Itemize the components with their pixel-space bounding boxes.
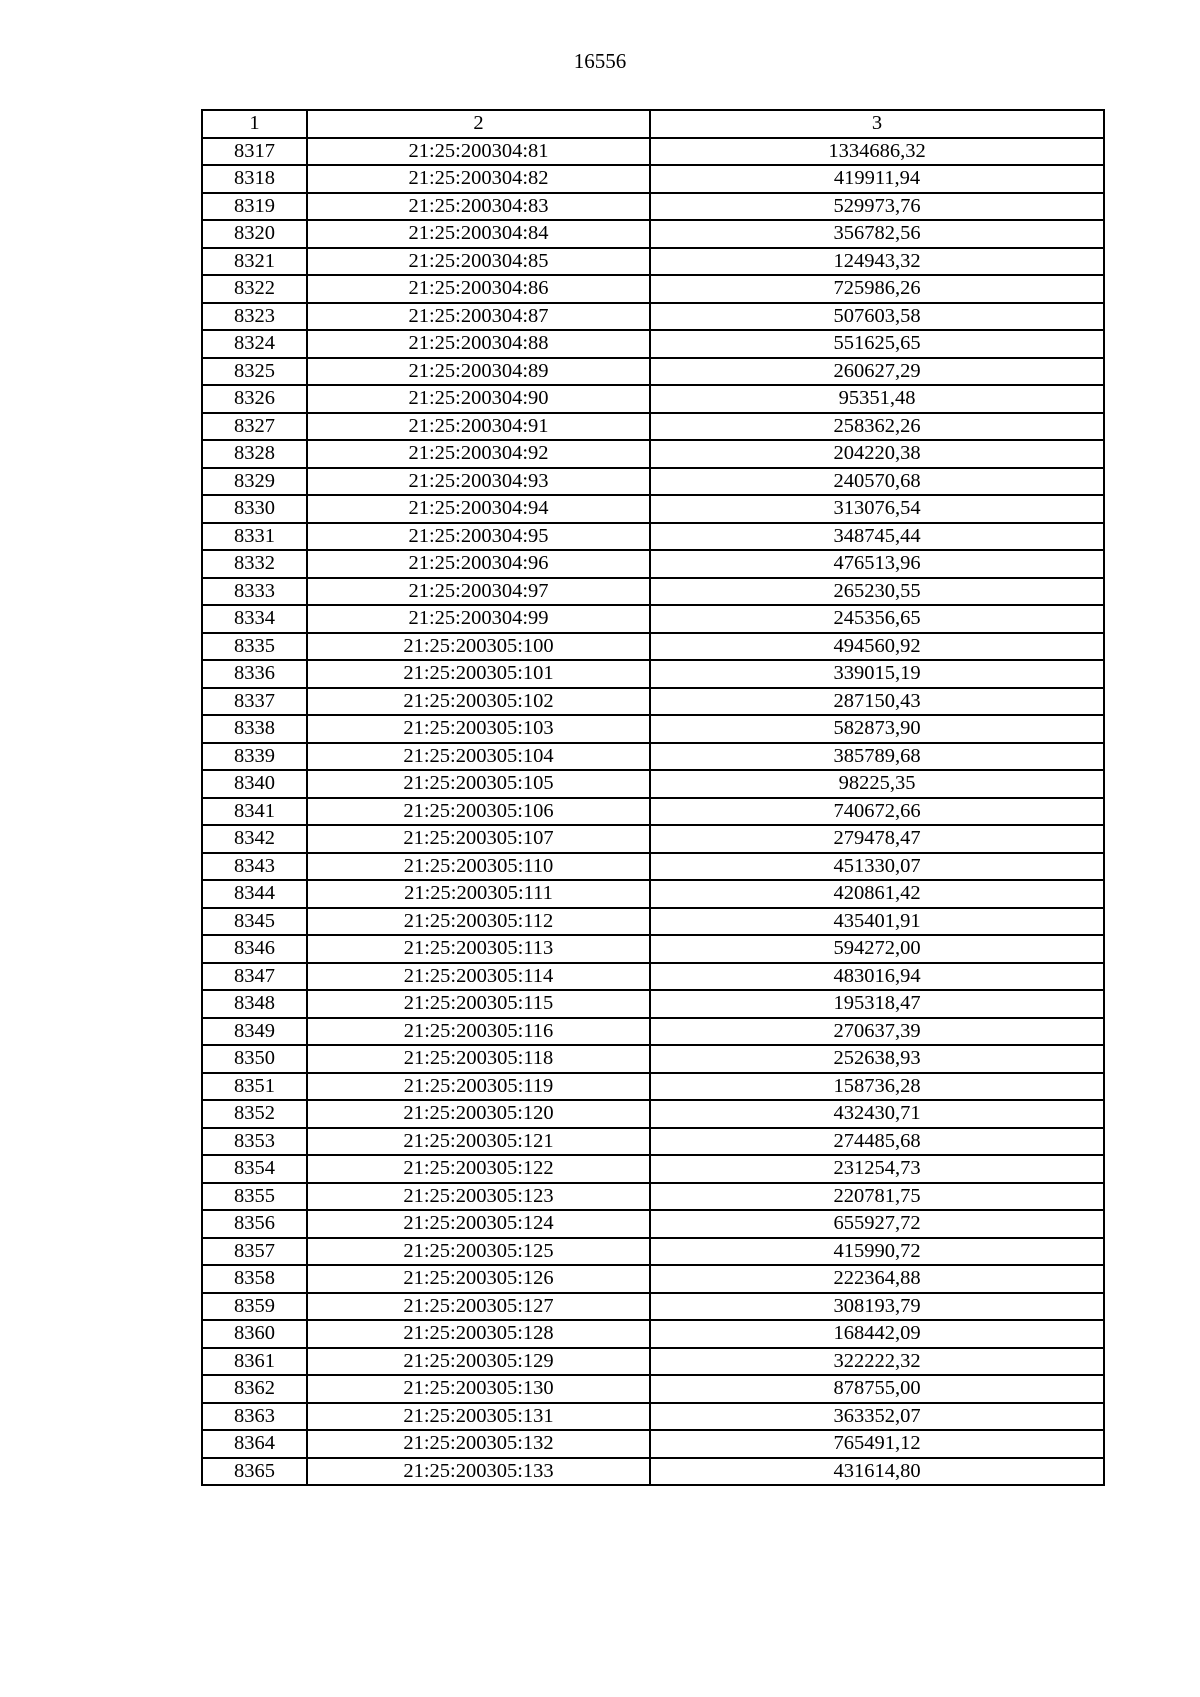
value-cell: 483016,94 (650, 963, 1104, 991)
table-row (202, 138, 1104, 166)
cadastral-number-cell: 21:25:200304:97 (307, 578, 650, 606)
value-cell: 195318,47 (650, 990, 1104, 1018)
value-cell: 420861,42 (650, 880, 1104, 908)
row-number-cell: 8345 (202, 908, 307, 936)
cadastral-number-cell: 21:25:200304:86 (307, 275, 650, 303)
cadastral-number-cell: 21:25:200305:119 (307, 1073, 650, 1101)
cadastral-number-cell: 21:25:200305:106 (307, 798, 650, 826)
row-number-cell: 8324 (202, 330, 307, 358)
row-number-cell: 8354 (202, 1155, 307, 1183)
cadastral-number-cell: 21:25:200305:123 (307, 1183, 650, 1211)
cadastral-number-cell: 21:25:200305:120 (307, 1100, 650, 1128)
cadastral-number-cell: 21:25:200305:128 (307, 1320, 650, 1348)
cadastral-number-cell: 21:25:200304:96 (307, 550, 650, 578)
row-number-cell: 8351 (202, 1073, 307, 1101)
cadastral-number-cell: 21:25:200305:107 (307, 825, 650, 853)
cadastral-number-cell: 21:25:200305:104 (307, 743, 650, 771)
cadastral-number-cell: 21:25:200305:127 (307, 1293, 650, 1321)
value-cell: 279478,47 (650, 825, 1104, 853)
table-row (202, 908, 1104, 936)
cadastral-number-cell: 21:25:200305:122 (307, 1155, 650, 1183)
cadastral-number-cell: 21:25:200305:126 (307, 1265, 650, 1293)
value-cell: 507603,58 (650, 303, 1104, 331)
table-row (202, 633, 1104, 661)
row-number-cell: 8319 (202, 193, 307, 221)
row-number-cell: 8330 (202, 495, 307, 523)
row-number-cell: 8318 (202, 165, 307, 193)
cadastral-number-cell: 21:25:200304:91 (307, 413, 650, 441)
cadastral-number-cell: 21:25:200304:82 (307, 165, 650, 193)
row-number-cell: 8329 (202, 468, 307, 496)
table-row (202, 1155, 1104, 1183)
cadastral-number-cell: 21:25:200305:124 (307, 1210, 650, 1238)
cadastral-number-cell: 21:25:200305:131 (307, 1403, 650, 1431)
cadastral-number-cell: 21:25:200305:133 (307, 1458, 650, 1486)
row-number-cell: 8320 (202, 220, 307, 248)
value-cell: 220781,75 (650, 1183, 1104, 1211)
value-cell: 476513,96 (650, 550, 1104, 578)
cadastral-number-cell: 21:25:200304:81 (307, 138, 650, 166)
row-number-cell: 8365 (202, 1458, 307, 1486)
value-cell: 385789,68 (650, 743, 1104, 771)
value-cell: 322222,32 (650, 1348, 1104, 1376)
row-number-cell: 8355 (202, 1183, 307, 1211)
cadastral-number-cell: 21:25:200305:116 (307, 1018, 650, 1046)
value-cell: 240570,68 (650, 468, 1104, 496)
value-cell: 308193,79 (650, 1293, 1104, 1321)
cadastral-number-cell: 21:25:200305:121 (307, 1128, 650, 1156)
table-row (202, 990, 1104, 1018)
value-cell: 740672,66 (650, 798, 1104, 826)
value-cell: 878755,00 (650, 1375, 1104, 1403)
row-number-cell: 8344 (202, 880, 307, 908)
value-cell: 435401,91 (650, 908, 1104, 936)
table-row (202, 1210, 1104, 1238)
table-row (202, 605, 1104, 633)
row-number-cell: 8340 (202, 770, 307, 798)
row-number-cell: 8349 (202, 1018, 307, 1046)
table-row (202, 1375, 1104, 1403)
value-cell: 158736,28 (650, 1073, 1104, 1101)
table-row (202, 743, 1104, 771)
value-cell: 725986,26 (650, 275, 1104, 303)
table-row (202, 193, 1104, 221)
table-row (202, 825, 1104, 853)
table-row (202, 495, 1104, 523)
table-body (202, 110, 1104, 1485)
cadastral-number-cell: 21:25:200305:132 (307, 1430, 650, 1458)
table-row (202, 440, 1104, 468)
row-number-cell: 8322 (202, 275, 307, 303)
row-number-cell: 8325 (202, 358, 307, 386)
row-number-cell: 8333 (202, 578, 307, 606)
cadastral-number-cell: 21:25:200305:118 (307, 1045, 650, 1073)
row-number-cell: 8346 (202, 935, 307, 963)
cadastral-number-cell: 21:25:200304:88 (307, 330, 650, 358)
row-number-cell: 8353 (202, 1128, 307, 1156)
value-cell: 287150,43 (650, 688, 1104, 716)
row-number-cell: 8335 (202, 633, 307, 661)
row-number-cell: 8336 (202, 660, 307, 688)
table-row (202, 1348, 1104, 1376)
page-number: 16556 (573, 49, 627, 73)
row-number-cell: 8343 (202, 853, 307, 881)
cadastral-number-cell: 21:25:200304:87 (307, 303, 650, 331)
cadastral-number-cell: 21:25:200304:95 (307, 523, 650, 551)
table-row (202, 1320, 1104, 1348)
value-cell: 363352,07 (650, 1403, 1104, 1431)
row-number-cell: 8347 (202, 963, 307, 991)
value-cell: 348745,44 (650, 523, 1104, 551)
row-number-cell: 8338 (202, 715, 307, 743)
value-cell: 494560,92 (650, 633, 1104, 661)
value-cell: 313076,54 (650, 495, 1104, 523)
table-row (202, 660, 1104, 688)
row-number-cell: 8348 (202, 990, 307, 1018)
table-row (202, 770, 1104, 798)
value-cell: 594272,00 (650, 935, 1104, 963)
cadastral-number-cell: 21:25:200305:105 (307, 770, 650, 798)
value-cell: 339015,19 (650, 660, 1104, 688)
value-cell: 582873,90 (650, 715, 1104, 743)
cadastral-number-cell: 21:25:200305:102 (307, 688, 650, 716)
value-cell: 274485,68 (650, 1128, 1104, 1156)
row-number-cell: 8327 (202, 413, 307, 441)
cadastral-number-cell: 21:25:200304:85 (307, 248, 650, 276)
row-number-cell: 8332 (202, 550, 307, 578)
row-number-cell: 8334 (202, 605, 307, 633)
cadastral-number-cell: 21:25:200305:103 (307, 715, 650, 743)
table-row (202, 330, 1104, 358)
table-row (202, 1238, 1104, 1266)
table-row (202, 165, 1104, 193)
table-row (202, 468, 1104, 496)
cadastral-number-cell: 21:25:200304:94 (307, 495, 650, 523)
header-cell-2: 2 (307, 110, 650, 138)
cadastral-number-cell: 21:25:200305:130 (307, 1375, 650, 1403)
value-cell: 204220,38 (650, 440, 1104, 468)
row-number-cell: 8323 (202, 303, 307, 331)
value-cell: 655927,72 (650, 1210, 1104, 1238)
value-cell: 98225,35 (650, 770, 1104, 798)
table-row (202, 1045, 1104, 1073)
table-row (202, 935, 1104, 963)
cadastral-number-cell: 21:25:200305:101 (307, 660, 650, 688)
table-row (202, 1128, 1104, 1156)
table-row (202, 1430, 1104, 1458)
table-row (202, 358, 1104, 386)
value-cell: 260627,29 (650, 358, 1104, 386)
row-number-cell: 8359 (202, 1293, 307, 1321)
row-number-cell: 8350 (202, 1045, 307, 1073)
cadastral-number-cell: 21:25:200304:92 (307, 440, 650, 468)
value-cell: 124943,32 (650, 248, 1104, 276)
row-number-cell: 8317 (202, 138, 307, 166)
value-cell: 1334686,32 (650, 138, 1104, 166)
value-cell: 431614,80 (650, 1458, 1104, 1486)
value-cell: 451330,07 (650, 853, 1104, 881)
row-number-cell: 8342 (202, 825, 307, 853)
value-cell: 168442,09 (650, 1320, 1104, 1348)
cadastral-number-cell: 21:25:200305:113 (307, 935, 650, 963)
value-cell: 231254,73 (650, 1155, 1104, 1183)
data-table (201, 109, 1105, 1486)
table-row (202, 688, 1104, 716)
table-row (202, 1265, 1104, 1293)
table-row (202, 1183, 1104, 1211)
value-cell: 258362,26 (650, 413, 1104, 441)
table-row (202, 853, 1104, 881)
cadastral-number-cell: 21:25:200305:129 (307, 1348, 650, 1376)
table-row (202, 550, 1104, 578)
cadastral-number-cell: 21:25:200305:111 (307, 880, 650, 908)
cadastral-number-cell: 21:25:200304:90 (307, 385, 650, 413)
row-number-cell: 8357 (202, 1238, 307, 1266)
cadastral-number-cell: 21:25:200305:100 (307, 633, 650, 661)
cadastral-number-cell: 21:25:200305:115 (307, 990, 650, 1018)
table-row (202, 275, 1104, 303)
table-row (202, 963, 1104, 991)
table-row (202, 1458, 1104, 1486)
value-cell: 245356,65 (650, 605, 1104, 633)
table-row (202, 523, 1104, 551)
table-row (202, 1100, 1104, 1128)
table-row (202, 220, 1104, 248)
cadastral-number-cell: 21:25:200304:89 (307, 358, 650, 386)
value-cell: 551625,65 (650, 330, 1104, 358)
value-cell: 265230,55 (650, 578, 1104, 606)
value-cell: 415990,72 (650, 1238, 1104, 1266)
table-row (202, 798, 1104, 826)
cadastral-number-cell: 21:25:200304:83 (307, 193, 650, 221)
table-row (202, 1073, 1104, 1101)
value-cell: 419911,94 (650, 165, 1104, 193)
row-number-cell: 8321 (202, 248, 307, 276)
row-number-cell: 8341 (202, 798, 307, 826)
table-row (202, 715, 1104, 743)
cadastral-number-cell: 21:25:200305:125 (307, 1238, 650, 1266)
row-number-cell: 8331 (202, 523, 307, 551)
value-cell: 222364,88 (650, 1265, 1104, 1293)
cadastral-number-cell: 21:25:200304:84 (307, 220, 650, 248)
table-row (202, 413, 1104, 441)
row-number-cell: 8337 (202, 688, 307, 716)
header-cell-3: 3 (650, 110, 1104, 138)
table-row (202, 1293, 1104, 1321)
table-row (202, 385, 1104, 413)
value-cell: 356782,56 (650, 220, 1104, 248)
row-number-cell: 8326 (202, 385, 307, 413)
cadastral-number-cell: 21:25:200305:110 (307, 853, 650, 881)
value-cell: 270637,39 (650, 1018, 1104, 1046)
table-row (202, 248, 1104, 276)
cadastral-number-cell: 21:25:200305:114 (307, 963, 650, 991)
table-row (202, 1018, 1104, 1046)
value-cell: 529973,76 (650, 193, 1104, 221)
row-number-cell: 8328 (202, 440, 307, 468)
row-number-cell: 8363 (202, 1403, 307, 1431)
row-number-cell: 8339 (202, 743, 307, 771)
value-cell: 432430,71 (650, 1100, 1104, 1128)
row-number-cell: 8352 (202, 1100, 307, 1128)
header-cell-1: 1 (202, 110, 307, 138)
table-row (202, 1403, 1104, 1431)
table-row (202, 578, 1104, 606)
table-row (202, 303, 1104, 331)
row-number-cell: 8358 (202, 1265, 307, 1293)
cadastral-number-cell: 21:25:200304:93 (307, 468, 650, 496)
row-number-cell: 8356 (202, 1210, 307, 1238)
cadastral-number-cell: 21:25:200305:112 (307, 908, 650, 936)
row-number-cell: 8362 (202, 1375, 307, 1403)
row-number-cell: 8360 (202, 1320, 307, 1348)
row-number-cell: 8364 (202, 1430, 307, 1458)
value-cell: 252638,93 (650, 1045, 1104, 1073)
table-row (202, 880, 1104, 908)
cadastral-number-cell: 21:25:200304:99 (307, 605, 650, 633)
table-header-row (202, 110, 1104, 138)
row-number-cell: 8361 (202, 1348, 307, 1376)
value-cell: 765491,12 (650, 1430, 1104, 1458)
value-cell: 95351,48 (650, 385, 1104, 413)
